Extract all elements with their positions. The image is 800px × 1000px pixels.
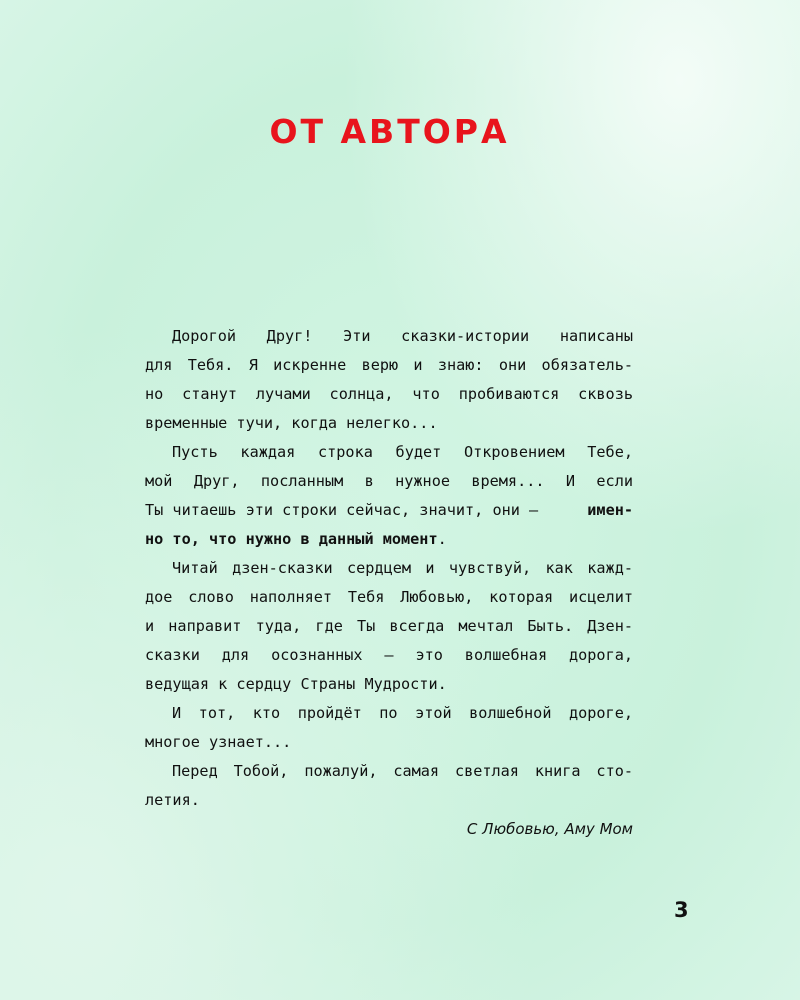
- text-line: сказки для осознанных — это волшебная дорога,: [145, 646, 633, 664]
- text-line: Дорогой Друг! Эти сказки-истории написаны: [172, 327, 633, 345]
- text-line: но станут лучами солнца, что пробиваются сквозь: [145, 385, 633, 403]
- text-line: дое слово наполняет Тебя Любовью, которая исцелит: [145, 588, 633, 606]
- emphasis-text: имен-: [587, 501, 633, 519]
- text-line: для Тебя. Я искренне верю и знаю: они обязатель-: [145, 356, 633, 374]
- text-line: и направит туда, где Ты всегда мечтал Быть. Дзен-: [145, 617, 633, 635]
- text-line: [145, 525, 633, 554]
- page-number: 3: [674, 898, 689, 922]
- text-line: [145, 496, 633, 525]
- text-line: Читай дзен-сказки сердцем и чувствуй, как кажд-: [172, 559, 633, 577]
- author-signature: С Любовью, Аму Мом: [466, 820, 633, 838]
- text-line: И тот, кто пройдёт по этой волшебной дороге,: [172, 704, 633, 722]
- text-line-part: Ты читаешь эти строки сейчас, значит, они —: [145, 501, 548, 519]
- body-text: [145, 322, 633, 844]
- text-line: Перед Тобой, пожалуй, самая светлая книга сто-: [172, 762, 633, 780]
- text-line: мой Друг, посланным в нужное время... И если: [145, 472, 633, 490]
- text-line: летия.: [145, 791, 200, 809]
- text-line: многое узнает...: [145, 733, 292, 751]
- text-line: временные тучи, когда нелегко...: [145, 414, 438, 432]
- emphasis-text: но то, что нужно в данный момент: [145, 530, 438, 548]
- text-line: Пусть каждая строка будет Откровением Тебе,: [172, 443, 633, 461]
- text-line: ведущая к сердцу Страны Мудрости.: [145, 675, 447, 693]
- chapter-title: ОТ АВТОРА: [269, 112, 510, 151]
- text-line-part: .: [437, 530, 447, 548]
